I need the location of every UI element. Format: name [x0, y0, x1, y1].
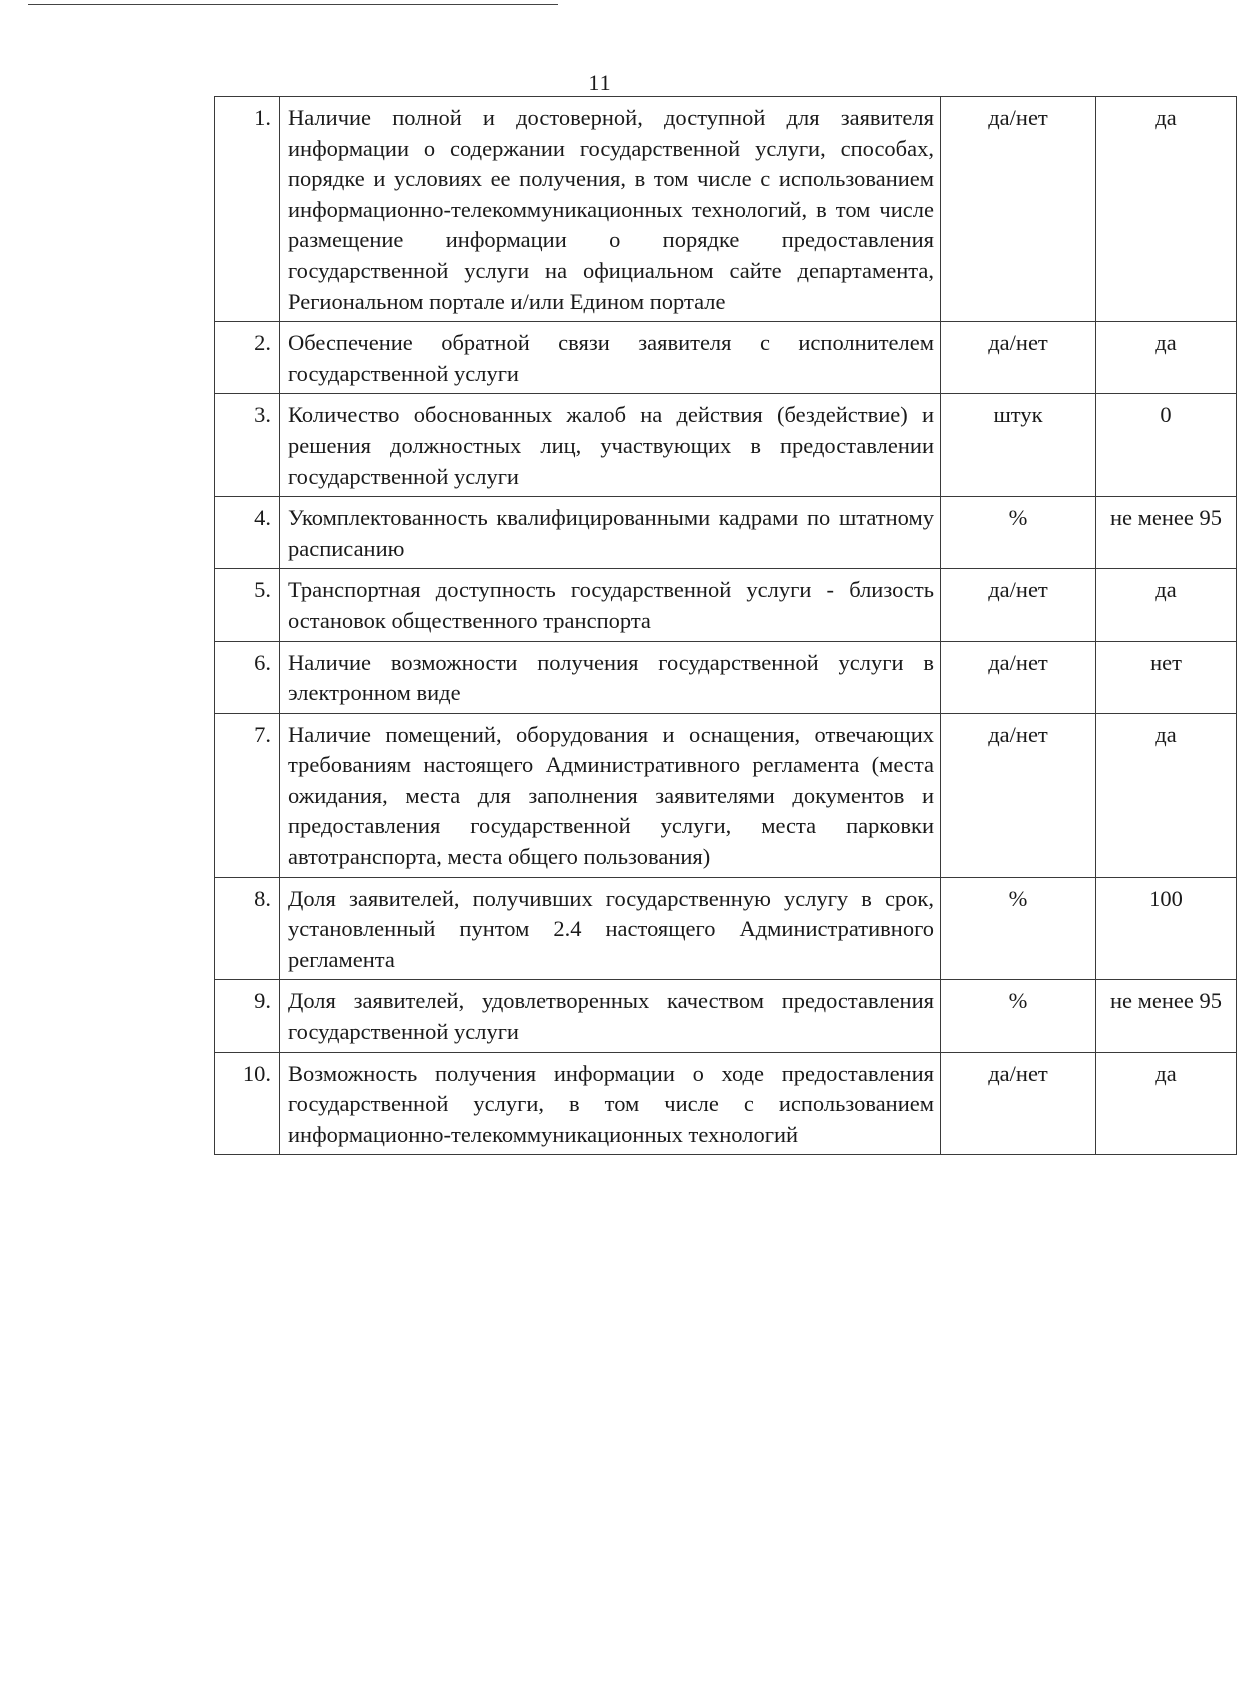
table-row	[215, 97, 1237, 322]
indicator-name: Наличие возможности получения государственной услуги в электронном виде	[280, 641, 941, 713]
indicators-table	[214, 96, 1237, 1155]
unit-of-measure: %	[941, 980, 1096, 1052]
indicator-name: Доля заявителей, получивших государственную услугу в срок, установленный пунтом 2.4 настоящего Административного регламента	[280, 877, 941, 980]
indicator-name: Возможность получения информации о ходе предоставления государственной услуги, в том числе с использованием информационно-телекоммуникационных технологий	[280, 1052, 941, 1155]
indicator-value: 100	[1096, 877, 1237, 980]
indicator-value: да	[1096, 97, 1237, 322]
unit-of-measure: %	[941, 877, 1096, 980]
table-row	[215, 1052, 1237, 1155]
indicator-name: Транспортная доступность государственной услуги - близость остановок общественного транспорта	[280, 569, 941, 641]
table-row	[215, 641, 1237, 713]
row-number: 3.	[215, 394, 280, 497]
indicator-name: Наличие полной и достоверной, доступной для заявителя информации о содержании государственной услуги, способах, порядке и условиях ее получения, в том числе с использованием информационно-телекоммуникационных технологий, в том числе размещение информации о порядке предоставления государственной услуги на официальном сайте департамента, Региональном портале и/или Едином портале	[280, 97, 941, 322]
table-row	[215, 713, 1237, 877]
row-number: 4.	[215, 497, 280, 569]
row-number: 2.	[215, 322, 280, 394]
indicator-value: да	[1096, 713, 1237, 877]
row-number: 6.	[215, 641, 280, 713]
unit-of-measure: да/нет	[941, 569, 1096, 641]
unit-of-measure: %	[941, 497, 1096, 569]
row-number: 1.	[215, 97, 280, 322]
unit-of-measure: да/нет	[941, 322, 1096, 394]
indicator-value: да	[1096, 569, 1237, 641]
row-number: 9.	[215, 980, 280, 1052]
indicator-value: да	[1096, 1052, 1237, 1155]
indicator-name: Доля заявителей, удовлетворенных качеством предоставления государственной услуги	[280, 980, 941, 1052]
indicator-name: Количество обоснованных жалоб на действия (бездействие) и решения должностных лиц, участвующих в предоставлении государственной услуги	[280, 394, 941, 497]
indicator-name: Наличие помещений, оборудования и оснащения, отвечающих требованиям настоящего Административного регламента (места ожидания, места для заполнения заявителями документов и предоставления государственной услуги, места парковки автотранспорта, места общего пользования)	[280, 713, 941, 877]
indicator-value: не менее 95	[1096, 980, 1237, 1052]
unit-of-measure: да/нет	[941, 97, 1096, 322]
row-number: 5.	[215, 569, 280, 641]
table-row	[215, 322, 1237, 394]
top-rule	[28, 4, 558, 5]
indicator-value: 0	[1096, 394, 1237, 497]
indicator-value: нет	[1096, 641, 1237, 713]
indicator-name: Обеспечение обратной связи заявителя с исполнителем государственной услуги	[280, 322, 941, 394]
table-row	[215, 569, 1237, 641]
page-number: 11	[588, 70, 612, 95]
table-row	[215, 497, 1237, 569]
unit-of-measure: штук	[941, 394, 1096, 497]
indicator-name: Укомплектованность квалифицированными кадрами по штатному расписанию	[280, 497, 941, 569]
row-number: 7.	[215, 713, 280, 877]
row-number: 8.	[215, 877, 280, 980]
indicator-value: да	[1096, 322, 1237, 394]
unit-of-measure: да/нет	[941, 641, 1096, 713]
table-row	[215, 394, 1237, 497]
unit-of-measure: да/нет	[941, 713, 1096, 877]
indicator-value: не менее 95	[1096, 497, 1237, 569]
table-row	[215, 980, 1237, 1052]
table-row	[215, 877, 1237, 980]
row-number: 10.	[215, 1052, 280, 1155]
unit-of-measure: да/нет	[941, 1052, 1096, 1155]
